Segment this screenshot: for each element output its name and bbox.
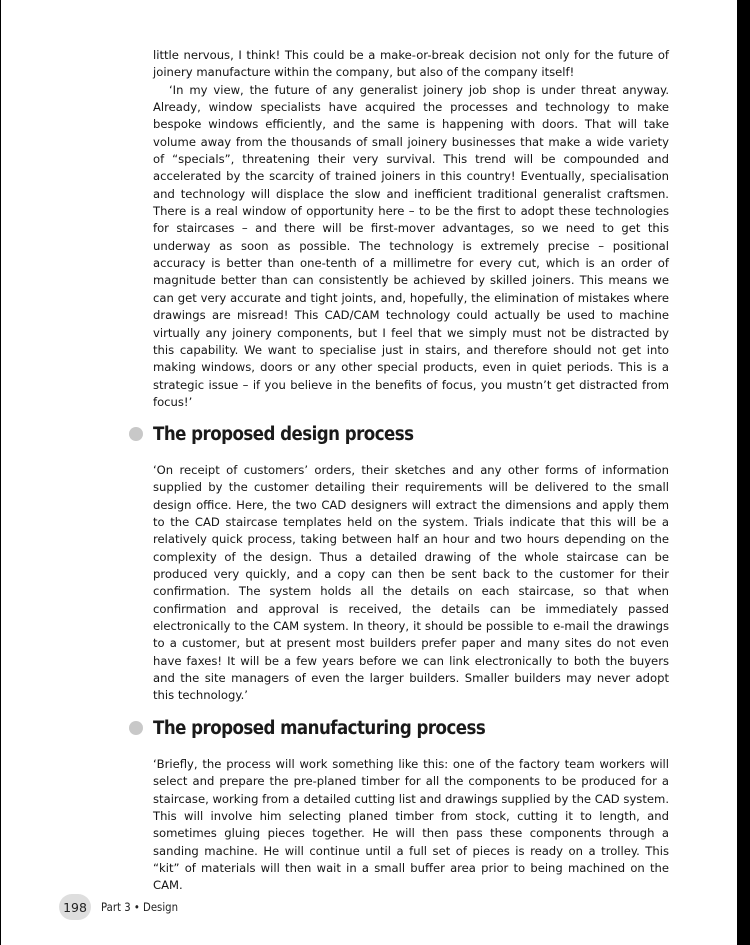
intro-paragraph-2: ‘In my view, the future of any generalist joinery job shop is under threat anyway. Already, window specialists have acquired the processes and technology to make bespoke windows efficiently, and the same is happening with doors. That will take volume away from the thousands of small joinery businesses that make a wide variety of “specials”, threatening their very survival. This trend will be compounded and accelerated by the scarcity of trained joiners in this country! Eventually, specialisation and technology will displace the slow and inefficient traditional generalist craftsmen. There is a real window of opportunity here – to be the first to adopt these technologies for staircases – and there will be first-mover advantages, so we need to get this underway as soon as possible. The technology is extremely precise – positional accuracy is better than one-tenth of a millimetre for every cut, which is an order of magnitude better than can consistently be achieved by skilled joiners. This means we can get very accurate and tight joints, and, hopefully, the elimination of mistakes where drawings are misread! This CAD/CAM technology could actually be used to machine virtually any joinery components, but I feel that we simply must not be distracted by this capability. We want to specialise just in stairs, and therefore should not get into making windows, doors or any other special products, even in quiet periods. This is a strategic issue – if you believe in the benefits of focus, you mustn’t get distracted from focus!’ <box>153 82 669 409</box>
section-design-paragraph: ‘On receipt of customers’ orders, their sketches and any other forms of information supplied by the customer detailing their requirements will be delivered to the small design office. Here, the two CAD designers will extract the dimensions and apply them to the CAD staircase templates held on the system. Trials indicate that this will be a relatively quick process, taking between half an hour and two hours depending on the complexity of the design. Thus a detailed drawing of the whole staircase can be produced very quickly, and a copy can then be sent back to the customer for their confirmation. The system holds all the details on each staircase, so that when confirmation and approval is received, the details can be immediately passed electronically to the CAM system. In theory, it should be possible to e-mail the drawings to a customer, but at present most builders prefer paper and many sites do not even have faxes! It will be a few years before we can link electronically to both the buyers and the site managers of even the larger builders. Smaller builders may never adopt this technology.’ <box>153 463 669 703</box>
intro-text <box>153 47 669 411</box>
section-manufacturing-text <box>153 756 669 895</box>
section-heading-manufacturing-text: The proposed manufacturing process <box>153 717 486 739</box>
page-footer <box>59 894 188 920</box>
heading-bullet-icon <box>129 427 143 441</box>
page-number: 198 <box>59 894 91 920</box>
section-manufacturing-paragraph: ‘Briefly, the process will work something like this: one of the factory team workers will select and prepare the pre-planed timber for all the components to be produced for a staircase, working from a detailed cutting list and drawings supplied by the CAD system. This will involve him selecting planed timber from stock, cutting it to length, and sometimes gluing pieces together. He will then pass these components through a sanding machine. He will continue until a full set of pieces is ready on a trolley. This “kit” of materials will then wait in a small buffer area prior to being machined on the CAM. <box>153 757 669 893</box>
section-heading-design <box>129 422 442 446</box>
document-page <box>1 0 737 945</box>
intro-paragraph-1: little nervous, I think! This could be a make-or-break decision not only for the future of joinery manufacture within the company, but also of the company itself! <box>153 48 669 80</box>
section-heading-manufacturing <box>129 716 522 740</box>
heading-bullet-icon <box>129 721 143 735</box>
running-head: Part 3 • Design <box>101 900 178 914</box>
section-heading-design-text: The proposed design process <box>153 423 414 445</box>
section-design-text <box>153 462 669 705</box>
